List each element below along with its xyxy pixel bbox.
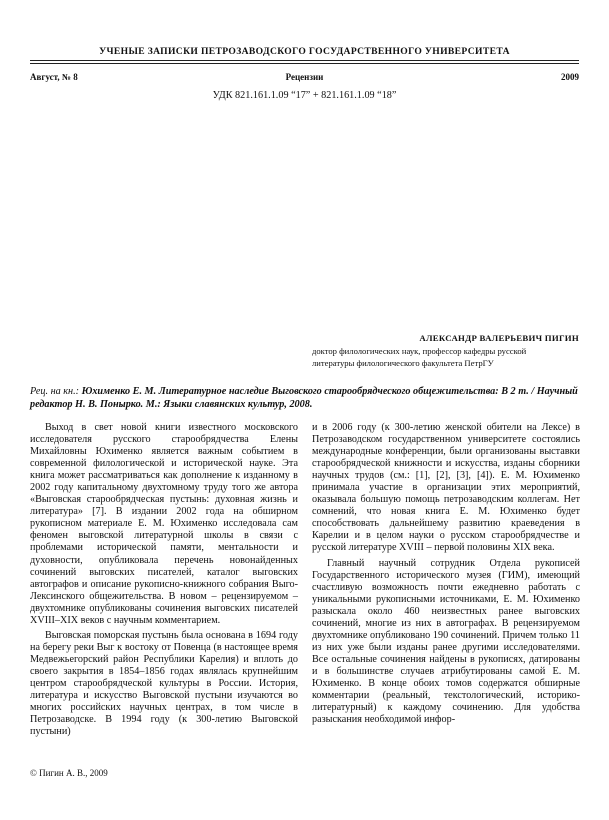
issue-number: Август, № 8 xyxy=(30,72,78,82)
paragraph: и в 2006 году (к 300-летию женской обители на Лексе) в Петрозаводском государственном университете состоялись международные конференции, были организованы выставки старообрядческой книжности и искусства, изданы сборники научных трудов (см.: [1], [2], [3], [4]). Е. М. Юхименко принимала участие в организации этих мероприятий, оказывала большую помощь петрозаводским коллегам. Нет сомнений, что новая книга Е. М. Юхименко будет способствовать дальнейшему развитию краеведения в Карелии и в целом науки о русском старообрядчестве и русской литературе XVIII – первой половины XIX века. xyxy=(312,422,580,554)
udk-code: УДК 821.161.1.09 “17” + 821.161.1.09 “18” xyxy=(212,90,397,101)
author-name: АЛЕКСАНДР ВАЛЕРЬЕВИЧ ПИГИН xyxy=(419,333,579,343)
header-rule-bottom xyxy=(30,63,579,64)
paragraph: Главный научный сотрудник Отдела рукописей Государственного исторического музея (ГИМ), имеющий счастливую возможность почти ежедневно работать с уникальными рукописными источниками, Е. М. Юхименко разыскала около 460 неизвестных ранее выговских сочинений, многие из них в автографах. В рецензируемом двухтомнике опубликовано 190 сочинений. Причем только 11 из них уже были изданы ранее другими исследователями. Все остальные сочинения найдены в рукописях, датированы и в большинстве случаев атрибутированы самой Е. М. Юхименко. В конце обоих томов содержатся обширные комментарии (реальный, текстологический, историко-литературный) к каждому сочинению. Для удобства разыскания необходимой инфор- xyxy=(312,557,580,726)
issue-meta-line xyxy=(30,72,579,84)
journal-title: УЧЕНЫЕ ЗАПИСКИ ПЕТРОЗАВОДСКОГО ГОСУДАРСТВЕННОГО УНИВЕРСИТЕТА xyxy=(99,46,510,57)
review-label: Рец. на кн.: xyxy=(30,386,80,397)
author-affiliation xyxy=(312,346,580,369)
text-column-left xyxy=(30,422,298,738)
text-column-right xyxy=(312,422,580,726)
header-rule-top xyxy=(30,60,579,61)
review-citation xyxy=(30,385,582,411)
affiliation-line-1: доктор филологических наук, профессор кафедры русской xyxy=(312,346,527,356)
section-name: Рецензии xyxy=(285,72,324,82)
affiliation-line-2: литературы филологического факультета ПетрГУ xyxy=(312,357,494,368)
issue-year: 2009 xyxy=(561,72,579,82)
review-book-reference: Юхименко Е. М. Литературное наследие Выговского старообрядческого общежительства: В 2 т. / Научный редактор Н. В. Понырко. М.: Языки славянских культур, 2008. xyxy=(30,386,578,411)
copyright-notice: © Пигин А. В., 2009 xyxy=(30,768,108,778)
paragraph: Выход в свет новой книги известного московского исследователя русского старообрядчества Елены Михайловны Юхименко является важным событием в современной филологической и исторической науке. Эта книга может рассматриваться как дополнение к изданному в 2002 году капитальному двухтомному труду того же автора «Выговская старообрядческая пустынь: духовная жизнь и литература» [7]. В издании 2002 года на обширном рукописном материале Е. М. Юхименко исследовала сам феномен выговской литературной школы в связи с проблемами исторической памяти, ментальности и духовности, опубликовала перечень новонайденных сочинений выговских писателей, каталог выговских автографов и описание рукописно-книжного собрания Выго-Лексинского общежительства. В новом – рецензируемом – двухтомнике опубликованы сочинения выговских писателей XVIII–XIX веков с научным комментарием. xyxy=(30,422,298,626)
paragraph: Выговская поморская пустынь была основана в 1694 году на берегу реки Выг к востоку от Повенца (в настоящее время Медвежьегорский район Республики Карелия) и вплоть до своего закрытия в 1854–1856 годах являлась крупнейшим центром старообрядческой культуры в России. История, литература и искусство Выговской пустыни изучаются во многих российских научных центрах, в том числе в Петрозаводске. В 1994 году (к 300-летию Выговской пустыни) xyxy=(30,629,298,738)
